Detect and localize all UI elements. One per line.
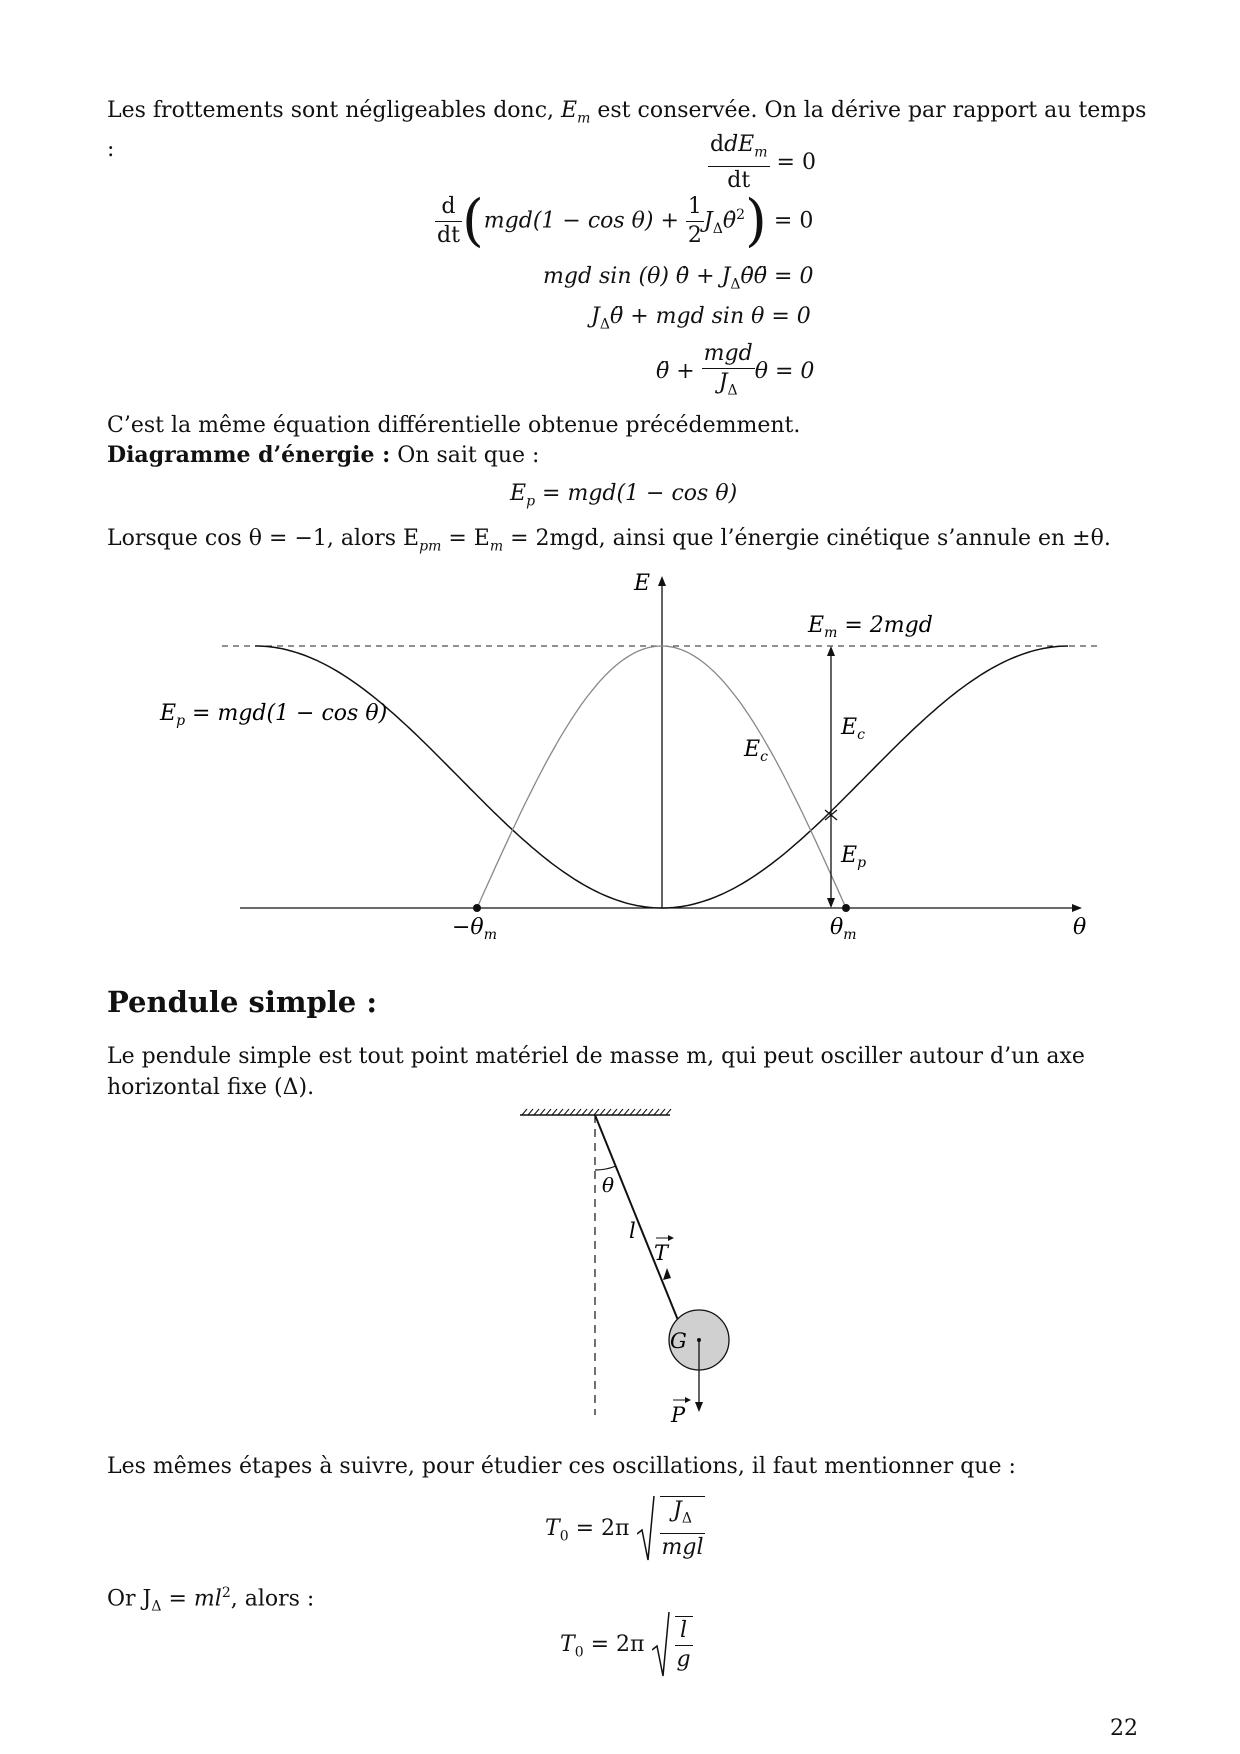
tension-arrow (663, 1268, 671, 1280)
weight-label: P (671, 1403, 686, 1427)
hatch-stroke (522, 1109, 527, 1115)
sqrt-t0-j: $\frac{J_\Delta}{\text{mgl}}$ (637, 1494, 706, 1564)
energy-diagram (0, 560, 1240, 960)
axis-e-label: E (634, 571, 651, 596)
hatch-stroke (576, 1109, 581, 1115)
pendulum-string (595, 1115, 686, 1340)
minus-theta-m-point (473, 904, 481, 912)
equation-5: θ̈ + $\frac{\text{mgd}}{J_\Delta}$ θ = 0 (656, 341, 815, 399)
equation-dem-dt: $\frac{ddE_m}{dt}$ = 0 (710, 132, 816, 194)
tension-vector-mark-head (668, 1235, 674, 1241)
hatch-stroke (570, 1109, 575, 1115)
theta-arc (595, 1166, 616, 1170)
hatch-stroke (630, 1109, 635, 1115)
ep-measure-label: $E_p$ (841, 843, 867, 871)
ep-formula-label: $E_p = mgd(1 - \cos \theta)$ (160, 701, 388, 729)
hatch-stroke (582, 1109, 587, 1115)
equation-4: $J_\Delta\thetä$ + mgd sin θ = 0 (591, 304, 811, 333)
or-j-paragraph: Or $J_\Delta = ml^2$, alors : (107, 1585, 315, 1615)
equation-t0-lg: $T_0 = 2\pi$ $\frac{l}{g}$ (560, 1610, 693, 1680)
hatch-stroke (666, 1109, 671, 1115)
hatch-stroke (594, 1109, 599, 1115)
page-number: 22 (1110, 1716, 1138, 1741)
tension-label: T (654, 1241, 669, 1265)
center-label: G (670, 1329, 687, 1353)
hatch-stroke (564, 1109, 569, 1115)
length-label: l (629, 1219, 636, 1243)
memes-etapes-text: Les mêmes étapes à suivre, pour étudier ces oscillations, il faut mentionner que : (107, 1454, 1016, 1479)
weight-arrow (695, 1402, 703, 1412)
weight-vector-mark-head (685, 1397, 691, 1403)
hatch-stroke (528, 1109, 533, 1115)
hatch-stroke (558, 1109, 563, 1115)
hatch-stroke (534, 1109, 539, 1115)
equation-ep: $E_p = mgd(1 - \cos \theta)$ (510, 481, 738, 510)
ec-measure-label: $E_c$ (841, 715, 865, 743)
hatch-stroke (618, 1109, 623, 1115)
theta-m-label: $\theta_m$ (830, 915, 857, 943)
hatch-stroke (600, 1109, 605, 1115)
hatch-stroke (606, 1109, 611, 1115)
section-title-pendule: Pendule simple : (107, 985, 378, 1019)
pendule-paragraph: Le pendule simple est tout point matériel de masse m, qui peut osciller autour d’un axe horizontal fixe (Δ). (107, 1044, 1085, 1100)
hatch-stroke (588, 1109, 593, 1115)
hatch-stroke (648, 1109, 653, 1115)
theta-label: θ (602, 1173, 615, 1197)
hatch-stroke (540, 1109, 545, 1115)
hatch-stroke (654, 1109, 659, 1115)
lorsque-paragraph: Lorsque cos θ = −1, alors $E_{pm} = E_m = 2mgd$, ainsi que l’énergie cinétique s’annule en ±θ. (107, 526, 1111, 555)
hatch-stroke (660, 1109, 665, 1115)
sqrt-t0-lg: $\frac{l}{g}$ (652, 1610, 693, 1680)
hatch-stroke (624, 1109, 629, 1115)
equation-3: mgd sin (θ) θ̇ + $J_\Delta\thetȧ\thetä = 0$ (543, 264, 814, 293)
hatch-stroke (642, 1109, 647, 1115)
minus-theta-m-label: $-\theta_m$ (452, 915, 497, 943)
hatch-stroke (546, 1109, 551, 1115)
em-label: $E_m = 2mgd$ (808, 613, 933, 641)
hatch-stroke (552, 1109, 557, 1115)
hatch-stroke (636, 1109, 641, 1115)
same-equation-text: C’est la même équation différentielle obtenue précédemment. (107, 413, 801, 438)
ceiling-hatch (522, 1109, 671, 1115)
diagram-heading: Diagramme d’énergie : (107, 442, 391, 468)
theta-axis-arrow (1072, 904, 1082, 912)
axis-theta-label: θ (1073, 915, 1087, 940)
pendulum-diagram (0, 1100, 1240, 1440)
intro-paragraph: Les frottements sont négligeables donc, $E_m$ est conservée. On la dérive par rapport au temps : (107, 98, 1147, 163)
diagram-heading-line: Diagramme d’énergie : On sait que : (107, 442, 540, 468)
measure-arrow-top (827, 646, 835, 656)
measure-arrow-bottom (827, 898, 835, 908)
e-axis-arrow (658, 576, 666, 586)
equation-derivative: $\frac{d}{dt}$ (mgd(1 − cos θ) + $\frac{1}{2}$ $J_\Delta\thetȧ^2) = 0$ (437, 188, 814, 254)
hatch-stroke (612, 1109, 617, 1115)
equation-t0-j: $T_0 = 2\pi$ $\frac{J_\Delta}{\text{mgl}}$ (545, 1494, 705, 1564)
theta-m-point (842, 904, 850, 912)
ec-curve-label: $E_c$ (744, 737, 768, 765)
